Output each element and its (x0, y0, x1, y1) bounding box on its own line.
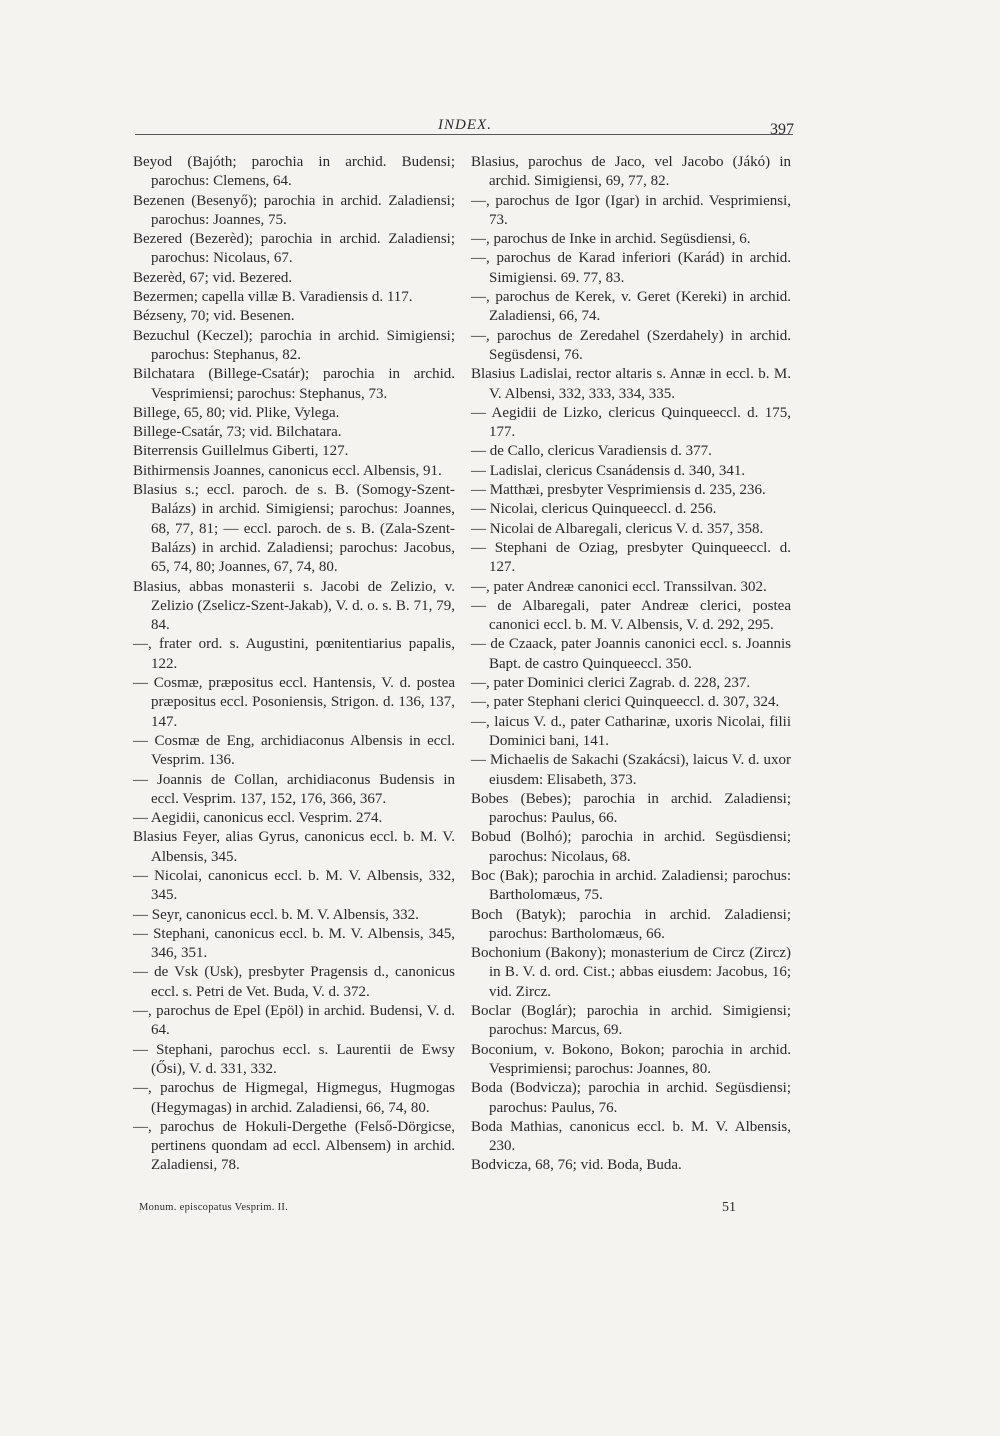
index-entry: — de Callo, clericus Varadiensis d. 377. (471, 443, 712, 460)
running-header: INDEX. (438, 117, 492, 133)
index-entry: — Joannis de Collan, archidiaconus Budensis in eccl. Vesprim. 137, 152, 176, 366, 367. (133, 771, 455, 807)
index-entry: Boda Mathias, canonicus eccl. b. M. V. Albensis, 230. (471, 1118, 791, 1155)
index-entry: — Matthæi, presbyter Vesprimiensis d. 235, 236. (471, 482, 766, 499)
index-entry: —, laicus V. d., pater Catharinæ, uxoris Nicolai, filii Dominici bani, 141. (471, 713, 791, 749)
index-column-left (133, 153, 455, 1176)
index-entry: — Nicolai, canonicus eccl. b. M. V. Albensis, 332, 345. (133, 867, 455, 904)
index-entry: Bezerèd, 67; vid. Bezered. (133, 269, 293, 286)
index-entry: —, parochus de Igor (Igar) in archid. Vesprimiensi, 73. (471, 192, 791, 228)
index-entry: — Ladislai, clericus Csanádensis d. 340, 341. (471, 462, 746, 479)
index-entry: Bobes (Bebes); parochia in archid. Zaladiensi; parochus: Paulus, 66. (471, 790, 791, 827)
index-entry: Billege-Csatár, 73; vid. Bilchatara. (133, 424, 342, 441)
index-entry: — Seyr, canonicus eccl. b. M. V. Albensis, 332. (133, 906, 419, 923)
index-entry: —, parochus de Hokuli-Dergethe (Felső-Dörgicse, pertinens quondam ad eccl. Albensem) in archid. Zaladiensi, 78. (133, 1118, 455, 1174)
index-entry: Bezuchul (Keczel); parochia in archid. Simigiensi; parochus: Stephanus, 82. (133, 327, 455, 363)
index-entry: Blasius Feyer, alias Gyrus, canonicus eccl. b. M. V. Albensis, 345. (133, 829, 455, 865)
index-entry: Bobud (Bolhó); parochia in archid. Següsdiensi; parochus: Nicolaus, 68. (471, 829, 791, 865)
page-number: 397 (770, 121, 794, 138)
index-column-right (471, 153, 791, 1176)
index-entry: —, parochus de Karad inferiori (Karád) in archid. Simigiensi. 69. 77, 83. (471, 250, 791, 286)
index-entry: — de Albaregali, pater Andreæ clerici, postea canonici eccl. b. M. V. Albensis, V. d. 292, 295. (471, 597, 791, 634)
index-entry: — Cosmæ de Eng, archidiaconus Albensis in eccl. Vesprim. 136. (133, 732, 455, 769)
index-entry: Bilchatara (Billege-Csatár); parochia in archid. Vesprimiensi; parochus: Stephanus, 73. (133, 366, 455, 402)
index-entry: — de Vsk (Usk), presbyter Pragensis d., canonicus eccl. s. Petri de Vet. Buda, V. d. 372. (133, 964, 455, 1000)
index-entry: — Nicolai de Albaregali, clericus V. d. 357, 358. (471, 520, 764, 537)
index-entry: Blasius, parochus de Jaco, vel Jacobo (Jákó) in archid. Simigiensi, 69, 77, 82. (471, 154, 791, 190)
index-entry: Bochonium (Bakony); monasterium de Circz (Zircz) in B. V. d. ord. Cist.; abbas eiusdem: Jacobus, 16; vid. Zircz. (471, 945, 791, 1000)
index-entry: Bézseny, 70; vid. Besenen. (133, 308, 295, 325)
index-entry: — Stephani, parochus eccl. s. Laurentii de Ewsy (Ősi), V. d. 331, 332. (133, 1041, 455, 1077)
index-entry: Boch (Batyk); parochia in archid. Zaladiensi; parochus: Bartholomæus, 66. (471, 906, 791, 942)
index-entry: Blasius Ladislai, rector altaris s. Annæ in eccl. b. M. V. Albensi, 332, 333, 334, 335. (471, 366, 791, 402)
index-entry: — Stephani, canonicus eccl. b. M. V. Albensis, 345, 346, 351. (133, 925, 455, 962)
index-entry: Bezered (Bezerèd); parochia in archid. Zaladiensi; parochus: Nicolaus, 67. (133, 231, 455, 267)
index-entry: — de Czaack, pater Joannis canonici eccl. s. Joannis Bapt. de castro Quinqueeccl. 350. (471, 636, 791, 672)
signature-note: Monum. episcopatus Vesprim. II. (139, 1202, 289, 1213)
index-entry: Boconium, v. Bokono, Bokon; parochia in archid. Vesprimiensi; parochus: Joannes, 80. (471, 1041, 791, 1077)
index-entry: Billege, 65, 80; vid. Plike, Vylega. (133, 404, 340, 421)
index-entry: —, parochus de Epel (Epöl) in archid. Budensi, V. d. 64. (133, 1003, 455, 1039)
index-entry: Biterrensis Guillelmus Giberti, 127. (133, 443, 349, 460)
index-entry: — Cosmæ, præpositus eccl. Hantensis, V. d. postea præpositus eccl. Posoniensis, Strigon. d. 136, 137, 147. (133, 675, 455, 730)
index-entry: —, parochus de Higmegal, Higmegus, Hugmogas (Hegymagas) in archid. Zaladiensi, 66, 74, 80. (133, 1080, 455, 1116)
index-entry: Blasius s.; eccl. paroch. de s. B. (Somogy-Szent-Balázs) in archid. Simigiensi; parochus: Joannes, 68, 77, 81; — eccl. paroch. de s. B. (Zala-Szent-Balázs) in archid. Zaladiensi; parochus: Jacobus, 65, 74, 80; Joannes, 67, 74, 80. (133, 482, 455, 576)
index-entry: —, pater Andreæ canonici eccl. Transsilvan. 302. (471, 578, 767, 595)
index-entry: —, pater Stephani clerici Quinqueeccl. d. 307, 324. (471, 694, 780, 711)
index-entry: Blasius, abbas monasterii s. Jacobi de Zelizio, v. Zelizio (Zselicz-Szent-Jakab), V. d. o. s. B. 71, 79, 84. (133, 578, 455, 634)
index-entry: — Michaelis de Sakachi (Szakácsi), laicus V. d. uxor eiusdem: Elisabeth, 373. (471, 752, 791, 788)
index-entry: Boc (Bak); parochia in archid. Zaladiensi; parochus: Bartholomæus, 75. (471, 867, 791, 904)
index-entry: —, parochus de Zeredahel (Szerdahely) in archid. Següsdensi, 76. (471, 327, 791, 363)
index-entry: — Stephani de Oziag, presbyter Quinqueeccl. d. 127. (471, 539, 791, 576)
index-entry: Bezermen; capella villæ B. Varadiensis d. 117. (133, 289, 413, 306)
index-entry: Boda (Bodvicza); parochia in archid. Següsdiensi; parochus: Paulus, 76. (471, 1080, 791, 1116)
index-entry: — Nicolai, clericus Quinqueeccl. d. 256. (471, 501, 717, 518)
index-entry: Boclar (Boglár); parochia in archid. Simigiensi; parochus: Marcus, 69. (471, 1003, 791, 1039)
index-entry: —, parochus de Kerek, v. Geret (Kereki) in archid. Zaladiensi, 66, 74. (471, 289, 791, 325)
index-entry: — Aegidii de Lizko, clericus Quinqueeccl. d. 175, 177. (471, 404, 791, 441)
index-entry: —, parochus de Inke in archid. Següsdiensi, 6. (471, 231, 751, 248)
index-entry: Bithirmensis Joannes, canonicus eccl. Albensis, 91. (133, 462, 442, 479)
index-entry: —, frater ord. s. Augustini, pœnitentiarius papalis, 122. (133, 636, 455, 672)
index-entry: Bezenen (Besenyő); parochia in archid. Zaladiensi; parochus: Joannes, 75. (133, 192, 455, 228)
index-entry: Beyod (Bajóth; parochia in archid. Budensi; parochus: Clemens, 64. (133, 154, 455, 190)
sheet-number: 51 (722, 1200, 736, 1215)
header-rule (135, 134, 793, 135)
index-entry: Bodvicza, 68, 76; vid. Boda, Buda. (471, 1157, 682, 1174)
index-entry: — Aegidii, canonicus eccl. Vesprim. 274. (133, 810, 383, 827)
index-entry: —, pater Dominici clerici Zagrab. d. 228, 237. (471, 675, 751, 692)
